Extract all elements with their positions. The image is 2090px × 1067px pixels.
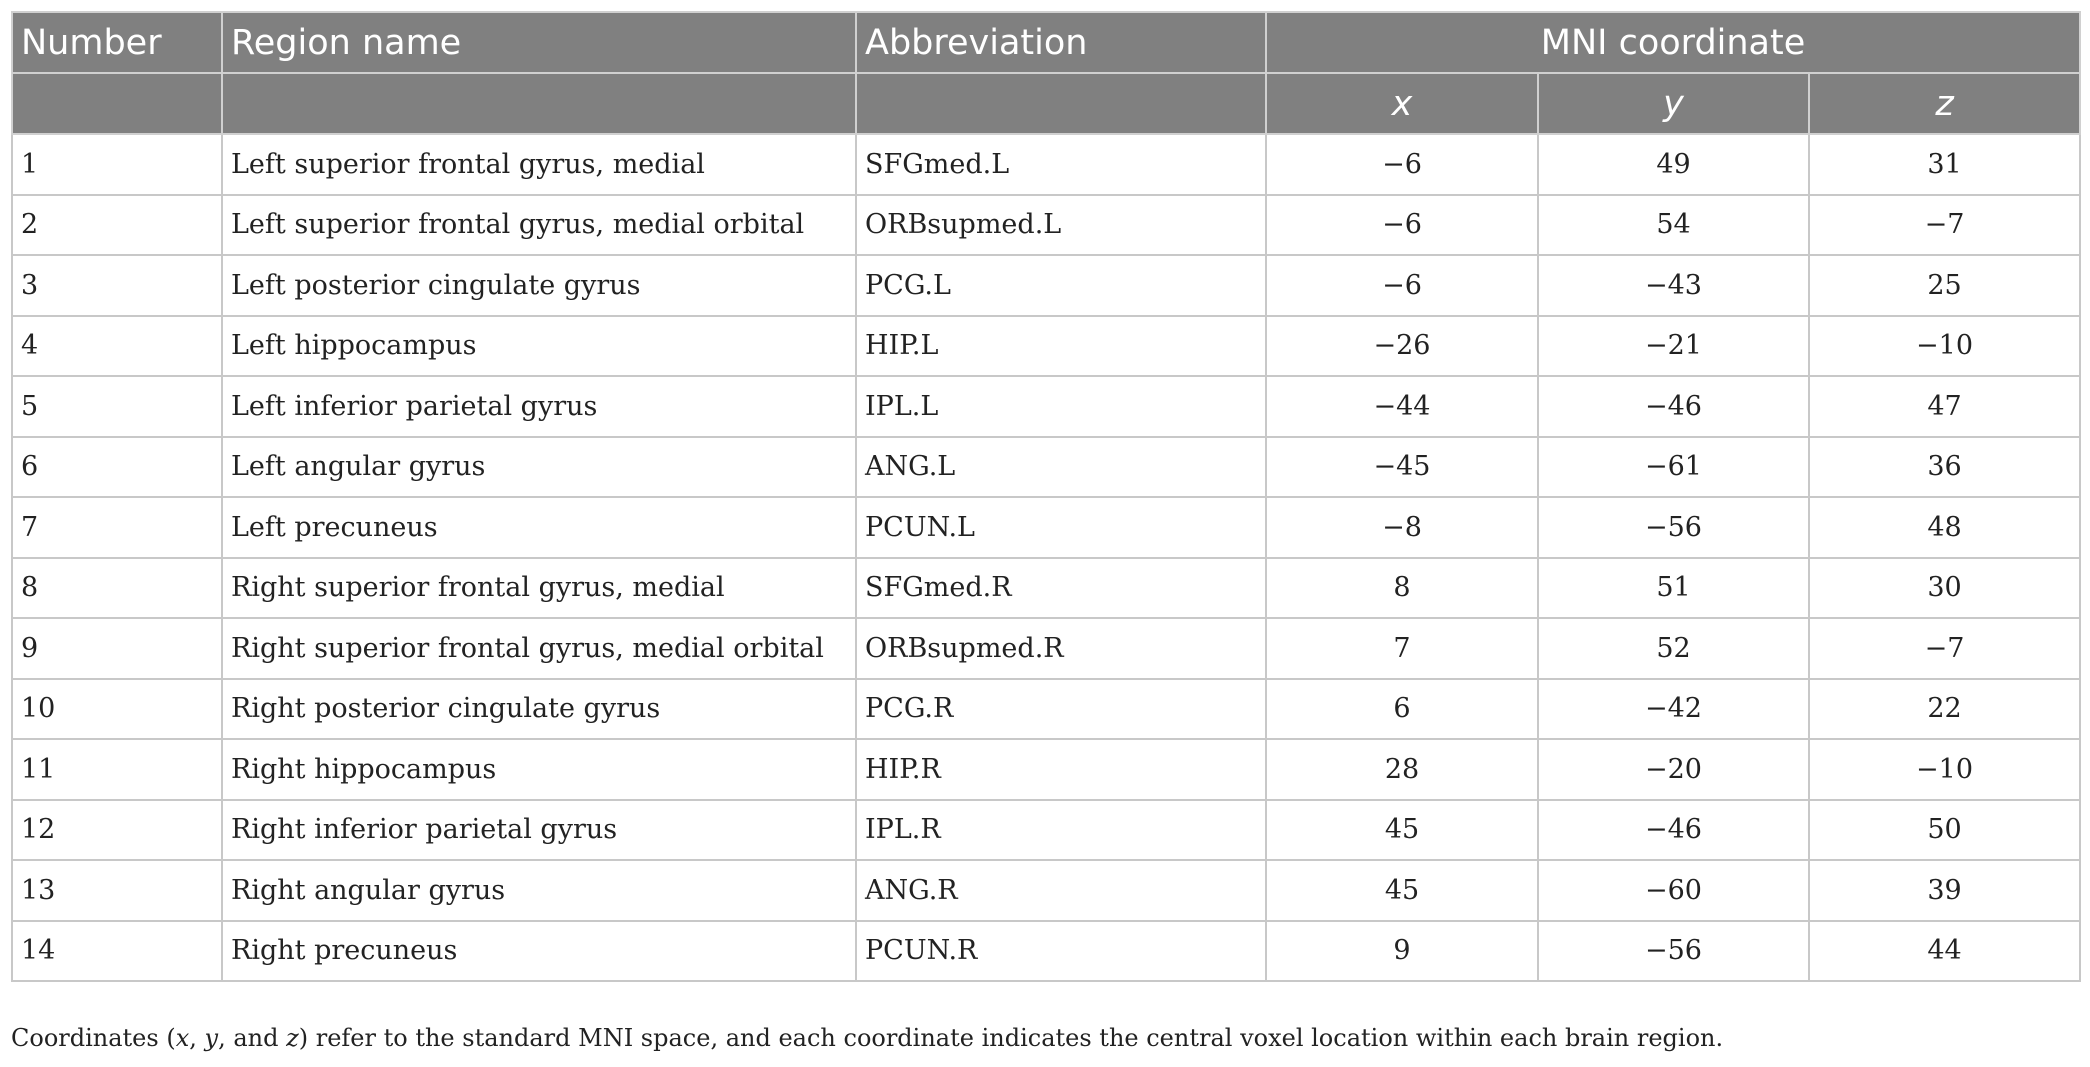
cell-abbreviation: ANG.L — [856, 437, 1266, 498]
table-row — [12, 558, 2080, 619]
cell-x: 8 — [1266, 558, 1538, 619]
cell-abbreviation: IPL.R — [856, 800, 1266, 861]
cell-z: −7 — [1809, 618, 2080, 679]
table-footnote — [11, 1024, 1723, 1052]
cell-z: 44 — [1809, 921, 2080, 982]
table-row — [12, 739, 2080, 800]
cell-x: 45 — [1266, 860, 1538, 921]
cell-z: 36 — [1809, 437, 2080, 498]
cell-number: 8 — [12, 558, 222, 619]
footnote-suffix: ) refer to the standard MNI space, and each coordinate indicates the central voxel location within each brain region. — [298, 1024, 1724, 1052]
table-row — [12, 134, 2080, 195]
cell-x: −6 — [1266, 255, 1538, 316]
cell-x: 7 — [1266, 618, 1538, 679]
cell-number: 9 — [12, 618, 222, 679]
header-z: z — [1809, 73, 2080, 134]
cell-x: 45 — [1266, 800, 1538, 861]
header-number: Number — [12, 12, 222, 73]
footnote-prefix: Coordinates ( — [11, 1024, 176, 1052]
cell-y: 51 — [1538, 558, 1809, 619]
cell-region-name: Left hippocampus — [222, 316, 856, 377]
cell-y: −46 — [1538, 800, 1809, 861]
cell-y: −60 — [1538, 860, 1809, 921]
table-row — [12, 618, 2080, 679]
cell-y: 52 — [1538, 618, 1809, 679]
cell-region-name: Right inferior parietal gyrus — [222, 800, 856, 861]
cell-x: −6 — [1266, 134, 1538, 195]
cell-x: 28 — [1266, 739, 1538, 800]
cell-abbreviation: PCG.L — [856, 255, 1266, 316]
cell-region-name: Right posterior cingulate gyrus — [222, 679, 856, 740]
table-row — [12, 497, 2080, 558]
cell-number: 11 — [12, 739, 222, 800]
table-row — [12, 921, 2080, 982]
cell-y: −20 — [1538, 739, 1809, 800]
mni-coordinates-table — [11, 11, 2081, 982]
cell-y: −46 — [1538, 376, 1809, 437]
cell-abbreviation: PCUN.R — [856, 921, 1266, 982]
cell-region-name: Left posterior cingulate gyrus — [222, 255, 856, 316]
cell-abbreviation: IPL.L — [856, 376, 1266, 437]
cell-number: 12 — [12, 800, 222, 861]
cell-x: 9 — [1266, 921, 1538, 982]
cell-region-name: Right superior frontal gyrus, medial orbital — [222, 618, 856, 679]
cell-z: 30 — [1809, 558, 2080, 619]
cell-abbreviation: HIP.R — [856, 739, 1266, 800]
cell-number: 5 — [12, 376, 222, 437]
cell-z: 39 — [1809, 860, 2080, 921]
header-x: x — [1266, 73, 1538, 134]
header-region-name: Region name — [222, 12, 856, 73]
cell-x: −8 — [1266, 497, 1538, 558]
header-y: y — [1538, 73, 1809, 134]
cell-region-name: Right precuneus — [222, 921, 856, 982]
table-row — [12, 679, 2080, 740]
cell-y: 54 — [1538, 195, 1809, 256]
cell-number: 13 — [12, 860, 222, 921]
table-row — [12, 316, 2080, 377]
header-abbreviation: Abbreviation — [856, 12, 1266, 73]
footnote-sep1: , — [189, 1024, 205, 1052]
cell-region-name: Right hippocampus — [222, 739, 856, 800]
footnote-y: y — [204, 1024, 219, 1052]
cell-region-name: Left precuneus — [222, 497, 856, 558]
cell-x: −6 — [1266, 195, 1538, 256]
table-row — [12, 800, 2080, 861]
cell-abbreviation: PCUN.L — [856, 497, 1266, 558]
footnote-z: z — [286, 1024, 299, 1052]
cell-z: 48 — [1809, 497, 2080, 558]
cell-number: 2 — [12, 195, 222, 256]
cell-region-name: Right angular gyrus — [222, 860, 856, 921]
cell-z: 25 — [1809, 255, 2080, 316]
cell-y: −21 — [1538, 316, 1809, 377]
cell-x: −44 — [1266, 376, 1538, 437]
cell-abbreviation: SFGmed.L — [856, 134, 1266, 195]
cell-y: −56 — [1538, 921, 1809, 982]
cell-y: −61 — [1538, 437, 1809, 498]
cell-abbreviation: ORBsupmed.R — [856, 618, 1266, 679]
footnote-x: x — [175, 1024, 190, 1052]
cell-abbreviation: HIP.L — [856, 316, 1266, 377]
cell-number: 3 — [12, 255, 222, 316]
header-empty-region — [222, 73, 856, 134]
header-empty-abbreviation — [856, 73, 1266, 134]
table-row — [12, 376, 2080, 437]
cell-region-name: Left inferior parietal gyrus — [222, 376, 856, 437]
cell-region-name: Left superior frontal gyrus, medial orbital — [222, 195, 856, 256]
cell-number: 10 — [12, 679, 222, 740]
cell-number: 4 — [12, 316, 222, 377]
footnote-sep2: , and — [218, 1024, 287, 1052]
cell-abbreviation: PCG.R — [856, 679, 1266, 740]
table-row — [12, 255, 2080, 316]
cell-z: 47 — [1809, 376, 2080, 437]
cell-x: 6 — [1266, 679, 1538, 740]
header-row-secondary — [12, 73, 2080, 134]
cell-x: −26 — [1266, 316, 1538, 377]
header-row-primary — [12, 12, 2080, 73]
cell-number: 6 — [12, 437, 222, 498]
table-row — [12, 437, 2080, 498]
table-row — [12, 860, 2080, 921]
header-mni-coordinate: MNI coordinate — [1266, 12, 2080, 73]
cell-abbreviation: ANG.R — [856, 860, 1266, 921]
cell-abbreviation: SFGmed.R — [856, 558, 1266, 619]
cell-region-name: Right superior frontal gyrus, medial — [222, 558, 856, 619]
cell-z: −7 — [1809, 195, 2080, 256]
cell-region-name: Left angular gyrus — [222, 437, 856, 498]
cell-y: −43 — [1538, 255, 1809, 316]
cell-y: −56 — [1538, 497, 1809, 558]
cell-y: 49 — [1538, 134, 1809, 195]
coordinates-table-container — [11, 11, 2079, 982]
header-empty-number — [12, 73, 222, 134]
cell-z: 31 — [1809, 134, 2080, 195]
cell-z: −10 — [1809, 316, 2080, 377]
table-body — [12, 134, 2080, 981]
cell-y: −42 — [1538, 679, 1809, 740]
cell-number: 7 — [12, 497, 222, 558]
cell-region-name: Left superior frontal gyrus, medial — [222, 134, 856, 195]
cell-z: 22 — [1809, 679, 2080, 740]
cell-number: 14 — [12, 921, 222, 982]
cell-x: −45 — [1266, 437, 1538, 498]
cell-abbreviation: ORBsupmed.L — [856, 195, 1266, 256]
cell-z: 50 — [1809, 800, 2080, 861]
cell-number: 1 — [12, 134, 222, 195]
table-row — [12, 195, 2080, 256]
cell-z: −10 — [1809, 739, 2080, 800]
